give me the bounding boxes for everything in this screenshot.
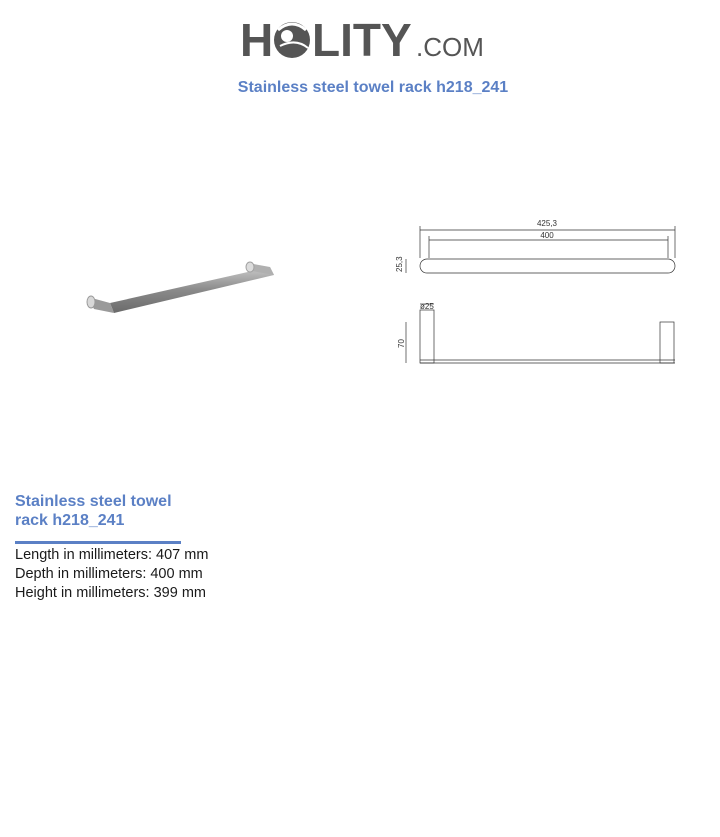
svg-text:LITY: LITY bbox=[312, 14, 412, 66]
dim-height: 70 bbox=[397, 339, 406, 348]
globe-o-icon bbox=[274, 22, 310, 58]
product-photo bbox=[80, 245, 290, 335]
dim-depth: 25,3 bbox=[395, 256, 404, 272]
spec-list bbox=[15, 546, 208, 603]
logo-suffix: .COM bbox=[416, 32, 484, 62]
spec-length: Length in millimeters: 407 mm bbox=[15, 547, 209, 563]
page-title: Stainless steel towel rack h218_241 bbox=[237, 79, 509, 96]
svg-text:H: H bbox=[240, 14, 275, 66]
holity-logo bbox=[240, 8, 490, 68]
dim-inner-length: 400 bbox=[540, 231, 554, 240]
spec-depth: Depth in millimeters: 400 mm bbox=[15, 566, 203, 582]
spec-height: Height in millimeters: 399 mm bbox=[15, 585, 206, 601]
product-name: Stainless steel towel rack h218_241 bbox=[15, 493, 172, 529]
divider bbox=[15, 541, 181, 544]
technical-drawing bbox=[392, 212, 692, 372]
dim-overall-length: 425,3 bbox=[536, 219, 558, 228]
dim-diameter: ø25 bbox=[420, 302, 434, 311]
